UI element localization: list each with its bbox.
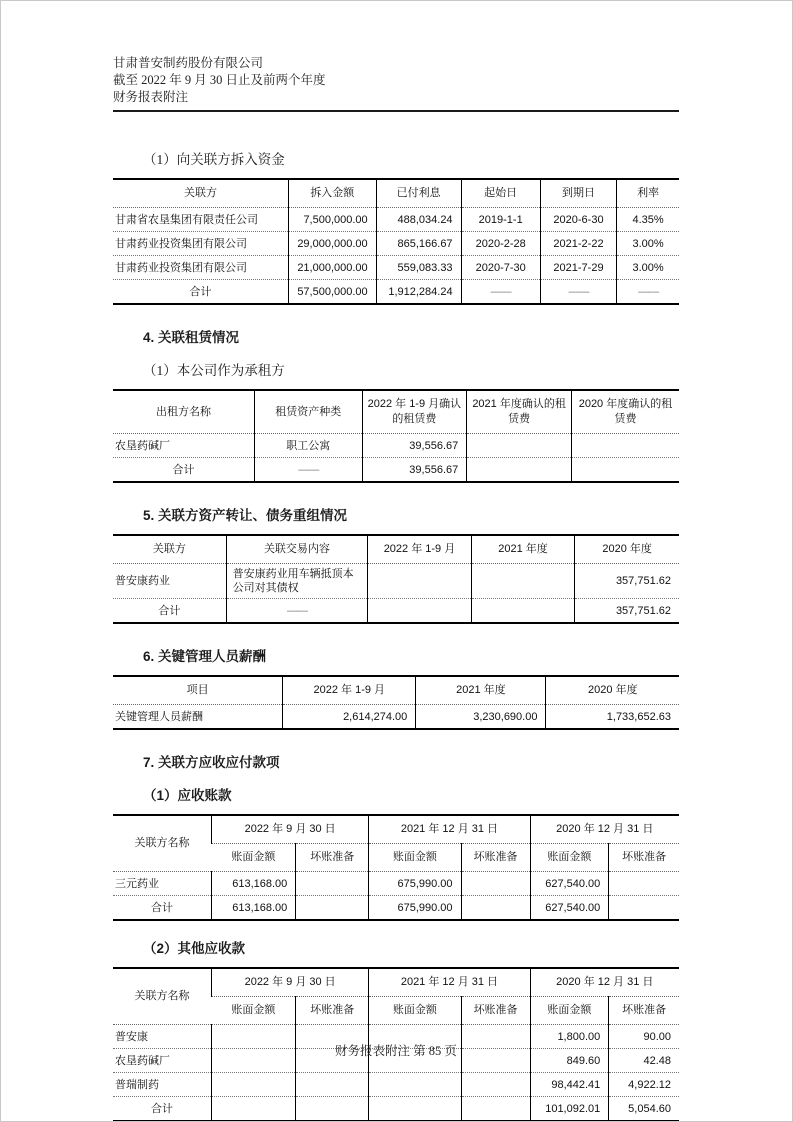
related-party-cell: 农垦药碱厂 <box>113 1049 211 1073</box>
book-value-cell <box>211 1097 295 1122</box>
value-2021-cell <box>471 599 575 624</box>
column-header: 出租方名称 <box>113 390 255 434</box>
book-value-cell: 849.60 <box>530 1049 609 1073</box>
header-row <box>113 815 679 844</box>
rate-cell: 3.00% <box>617 256 679 280</box>
company-name: 甘肃普安制药股份有限公司 <box>113 56 264 70</box>
start-date-cell: 2020-2-28 <box>461 232 540 256</box>
header-row <box>113 676 679 705</box>
column-header: 坏账准备 <box>609 844 679 872</box>
borrowings-title: （1）向关联方拆入资金 <box>143 152 285 167</box>
column-header: 2022 年 1-9 月 <box>283 676 416 705</box>
dash-cell: —— <box>617 280 679 305</box>
column-header: 坏账准备 <box>296 844 369 872</box>
bad-debt-cell: 90.00 <box>609 1025 679 1049</box>
date-header: 2022 年 9 月 30 日 <box>211 815 368 844</box>
start-date-cell: 2020-7-30 <box>461 256 540 280</box>
book-value-cell: 1,800.00 <box>530 1025 609 1049</box>
end-date-cell: 2020-6-30 <box>540 208 616 232</box>
bad-debt-cell <box>461 1097 530 1122</box>
value-2020-cell: 1,733,652.63 <box>546 705 679 730</box>
column-header: 账面金额 <box>369 997 461 1025</box>
column-header: 2022 年 1-9 月确认的租赁费 <box>362 390 467 434</box>
amount-cell: 21,000,000.00 <box>288 256 376 280</box>
end-date-cell: 2021-7-29 <box>540 256 616 280</box>
fee-2020-cell <box>571 434 679 458</box>
table-row <box>113 872 679 896</box>
total-row <box>113 599 679 624</box>
book-value-cell <box>369 1097 461 1122</box>
amount-cell: 29,000,000.00 <box>288 232 376 256</box>
book-value-cell: 627,540.00 <box>530 872 609 896</box>
book-value-cell: 98,442.41 <box>530 1073 609 1097</box>
page-footer: 财务报表附注 第 85 页 <box>335 1044 457 1058</box>
total-row <box>113 896 679 921</box>
column-header: 项目 <box>113 676 283 705</box>
dash-cell: —— <box>461 280 540 305</box>
column-header: 坏账准备 <box>461 997 530 1025</box>
total-row <box>113 280 679 305</box>
rate-cell: 4.35% <box>617 208 679 232</box>
section-5-title: 5. 关联方资产转让、债务重组情况 <box>143 508 348 523</box>
column-header: 坏账准备 <box>296 997 369 1025</box>
fee-2022-cell: 39,556.67 <box>362 434 467 458</box>
bad-debt-cell <box>296 872 369 896</box>
item-cell: 关键管理人员薪酬 <box>115 710 203 723</box>
date-header: 2022 年 9 月 30 日 <box>211 968 368 997</box>
fee-2021-cell <box>467 434 572 458</box>
fee-2022-cell: 39,556.67 <box>362 458 467 483</box>
name-column-header: 关联方名称 <box>113 968 211 1025</box>
interest-cell: 488,034.24 <box>376 208 461 232</box>
related-party-cell: 普安康药业 <box>113 564 226 599</box>
borrowings-table <box>113 178 679 305</box>
section-6-title: 6. 关键管理人员薪酬 <box>143 649 267 664</box>
value-2021-cell <box>471 564 575 599</box>
table-row <box>113 434 679 458</box>
table-row <box>113 705 679 730</box>
section-7-title: 7. 关联方应收应付款项 <box>143 755 280 770</box>
content-area <box>113 55 679 1122</box>
date-header: 2021 年 12 月 31 日 <box>369 815 530 844</box>
column-header: 已付利息 <box>376 179 461 208</box>
column-header: 账面金额 <box>530 844 609 872</box>
column-header: 账面金额 <box>211 997 295 1025</box>
total-label-cell: 合计 <box>172 463 195 476</box>
value-2022-cell <box>368 599 472 624</box>
column-header: 账面金额 <box>211 844 295 872</box>
related-party-cell: 甘肃药业投资集团有限公司 <box>113 256 288 280</box>
column-header: 2020 年度确认的租赁费 <box>571 390 679 434</box>
lessor-cell: 农垦药碱厂 <box>113 434 255 458</box>
header-row <box>113 968 679 997</box>
column-header: 起始日 <box>461 179 540 208</box>
book-value-cell <box>369 1073 461 1097</box>
total-label-cell: 合计 <box>189 285 212 298</box>
bad-debt-cell <box>461 872 530 896</box>
date-header: 2020 年 12 月 31 日 <box>530 815 679 844</box>
dash-cell: —— <box>255 458 363 483</box>
column-header: 2022 年 1-9 月 <box>368 535 472 564</box>
related-party-cell: 甘肃省农垦集团有限责任公司 <box>113 208 288 232</box>
name-column-header: 关联方名称 <box>113 815 211 872</box>
bad-debt-cell <box>461 896 530 921</box>
header-row <box>113 390 679 434</box>
dash-cell: —— <box>226 599 368 624</box>
bad-debt-cell <box>609 872 679 896</box>
report-period: 截至 2022 年 9 月 30 日止及前两个年度 <box>113 73 326 87</box>
column-header: 坏账准备 <box>609 997 679 1025</box>
fee-2021-cell <box>467 458 572 483</box>
bad-debt-cell: 5,054.60 <box>609 1097 679 1122</box>
fee-2020-cell <box>571 458 679 483</box>
book-value-cell: 101,092.01 <box>530 1097 609 1122</box>
date-header: 2021 年 12 月 31 日 <box>369 968 530 997</box>
total-row <box>113 1097 679 1122</box>
accounts-receivable-table <box>113 814 679 921</box>
table-row <box>113 256 679 280</box>
table-row <box>113 208 679 232</box>
value-2022-cell: 2,614,274.00 <box>283 705 416 730</box>
total-amount-cell: 57,500,000.00 <box>288 280 376 305</box>
document-type: 财务报表附注 <box>113 90 189 104</box>
total-label-cell: 合计 <box>150 1102 173 1115</box>
column-header: 坏账准备 <box>461 844 530 872</box>
interest-cell: 559,083.33 <box>376 256 461 280</box>
book-value-cell: 675,990.00 <box>369 872 461 896</box>
value-2021-cell: 3,230,690.00 <box>416 705 546 730</box>
book-value-cell <box>211 1073 295 1097</box>
book-value-cell: 675,990.00 <box>369 896 461 921</box>
bad-debt-cell <box>609 896 679 921</box>
date-header: 2020 年 12 月 31 日 <box>530 968 679 997</box>
rate-cell: 3.00% <box>617 232 679 256</box>
book-value-cell: 613,168.00 <box>211 872 295 896</box>
column-header: 到期日 <box>540 179 616 208</box>
section-7-2-title: （2）其他应收款 <box>143 941 246 956</box>
header-row <box>113 535 679 564</box>
column-header: 关联方 <box>113 535 226 564</box>
table-row <box>113 564 679 599</box>
bad-debt-cell <box>296 896 369 921</box>
value-2020-cell: 357,751.62 <box>575 564 679 599</box>
column-header: 关联交易内容 <box>226 535 368 564</box>
column-header: 拆入金额 <box>288 179 376 208</box>
total-label-cell: 合计 <box>150 901 173 914</box>
bad-debt-cell <box>296 1097 369 1122</box>
bad-debt-cell: 4,922.12 <box>609 1073 679 1097</box>
column-header: 2021 年度 <box>416 676 546 705</box>
total-row <box>113 458 679 483</box>
dash-cell: —— <box>540 280 616 305</box>
column-header: 账面金额 <box>530 997 609 1025</box>
column-header: 利率 <box>617 179 679 208</box>
table-row <box>113 232 679 256</box>
related-party-cell: 三元药业 <box>113 872 211 896</box>
column-header: 2020 年度 <box>575 535 679 564</box>
bad-debt-cell <box>461 1073 530 1097</box>
value-2020-cell: 357,751.62 <box>575 599 679 624</box>
header-rule <box>113 110 679 112</box>
transfer-table <box>113 534 679 624</box>
end-date-cell: 2021-2-22 <box>540 232 616 256</box>
column-header: 关联方 <box>113 179 288 208</box>
document-header <box>113 55 679 106</box>
compensation-table <box>113 675 679 730</box>
total-interest-cell: 1,912,284.24 <box>376 280 461 305</box>
related-party-cell: 普瑞制药 <box>113 1073 211 1097</box>
table-row <box>113 1073 679 1097</box>
bad-debt-cell <box>296 1073 369 1097</box>
start-date-cell: 2019-1-1 <box>461 208 540 232</box>
asset-type-cell: 职工公寓 <box>255 434 363 458</box>
bad-debt-cell: 42.48 <box>609 1049 679 1073</box>
interest-cell: 865,166.67 <box>376 232 461 256</box>
header-row <box>113 179 679 208</box>
book-value-cell: 627,540.00 <box>530 896 609 921</box>
related-party-cell: 普安康 <box>113 1025 211 1049</box>
lease-table <box>113 389 679 483</box>
transaction-desc-cell: 普安康药业用车辆抵顶本公司对其债权 <box>226 564 368 599</box>
value-2022-cell <box>368 564 472 599</box>
related-party-cell: 甘肃药业投资集团有限公司 <box>113 232 288 256</box>
column-header: 2021 年度确认的租赁费 <box>467 390 572 434</box>
total-label-cell: 合计 <box>158 604 181 617</box>
section-4-1-title: （1）本公司作为承租方 <box>143 363 285 378</box>
column-header: 2020 年度 <box>546 676 679 705</box>
section-4-title: 4. 关联租赁情况 <box>143 330 240 345</box>
amount-cell: 7,500,000.00 <box>288 208 376 232</box>
column-header: 租赁资产种类 <box>255 390 363 434</box>
column-header: 2021 年度 <box>471 535 575 564</box>
book-value-cell: 613,168.00 <box>211 896 295 921</box>
section-7-1-title: （1）应收账款 <box>143 788 232 803</box>
column-header: 账面金额 <box>369 844 461 872</box>
